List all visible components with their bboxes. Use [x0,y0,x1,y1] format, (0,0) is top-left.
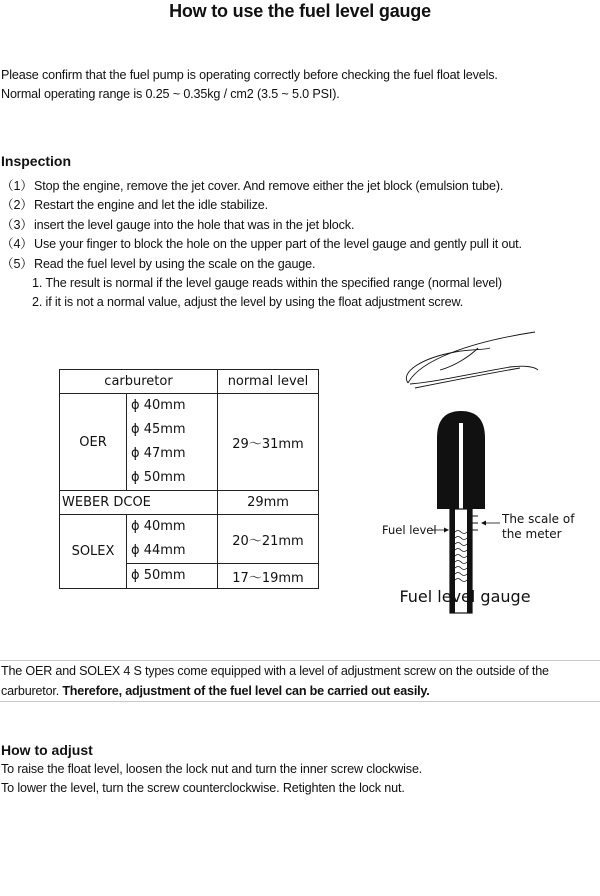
substep-2: 2. if it is not a normal value, adjust the level by using the float adjustment screw. [32,295,464,310]
solex-level-b: 17〜19mm [218,564,319,589]
intro-line-2: Normal operating range is 0.25 ~ 0.35kg / cm2 (3.5 ~ 5.0 PSI). [1,87,340,101]
solex-level-a: 20〜21mm [218,515,319,564]
step-3: （3）insert the level gauge into the hole that was in the jet block. [1,217,355,232]
normal-level-table [59,369,319,589]
step-4: （4）Use your finger to block the hole on the upper part of the level gauge and gently pull it out. [1,237,522,252]
divider-top [0,660,600,661]
inspection-steps [1,177,522,313]
adjust-line-2: To lower the level, turn the screw counterclockwise. Retighten the lock nut. [1,781,405,795]
scale-label-line-2: the meter [502,527,562,541]
adjustment-note-bold: Therefore, adjustment of the fuel level can be carried out easily. [62,683,430,698]
diagram-caption: Fuel level gauge [399,587,531,606]
oer-name: OER [60,394,127,491]
header-normal-level: normal level [218,370,319,394]
step-5: （5）Read the fuel level by using the scale on the gauge. [1,256,316,271]
step-1: （1）Stop the engine, remove the jet cover. And remove either the jet block (emulsion tube). [1,179,504,193]
solex-name: SOLEX [60,515,127,589]
adjust-line-1: To raise the float level, loosen the lock nut and turn the inner screw clockwise. [1,762,423,776]
oer-sizes: ϕ 40mm ϕ 45mm ϕ 47mm ϕ 50mm [127,394,218,491]
scale-label-line-1: The scale of [502,512,575,526]
divider-bottom [0,701,600,702]
gauge-tube-icon [437,411,485,613]
adjustment-note: The OER and SOLEX 4 S types come equipped with a level of adjustment screw on the outside of the carburetor. Therefore, adjustment of the fuel level can be carried out easily. [1,664,549,698]
weber-level: 29mm [218,491,319,515]
page-title: How to use the fuel level gauge [169,1,431,21]
scale-arrow-icon [481,521,500,526]
header-carburetor: carburetor [60,370,218,394]
substep-1: 1. The result is normal if the level gauge reads within the specified range (normal level) [32,276,502,291]
inspection-heading: Inspection [1,153,72,169]
fuel-level-gauge-diagram [360,320,590,620]
solex-size-b: ϕ 50mm [127,564,218,589]
oer-level: 29〜31mm [218,394,319,491]
intro-line-1: Please confirm that the fuel pump is operating correctly before checking the fuel float levels. [1,68,498,82]
how-to-adjust-heading: How to adjust [1,742,93,758]
finger-icon [406,332,538,388]
step-2: （2）Restart the engine and let the idle stabilize. [1,198,268,213]
fuel-level-label: Fuel level [382,523,437,537]
weber-name: WEBER DCOE [60,491,218,515]
solex-sizes-a: ϕ 40mm ϕ 44mm [127,515,218,564]
